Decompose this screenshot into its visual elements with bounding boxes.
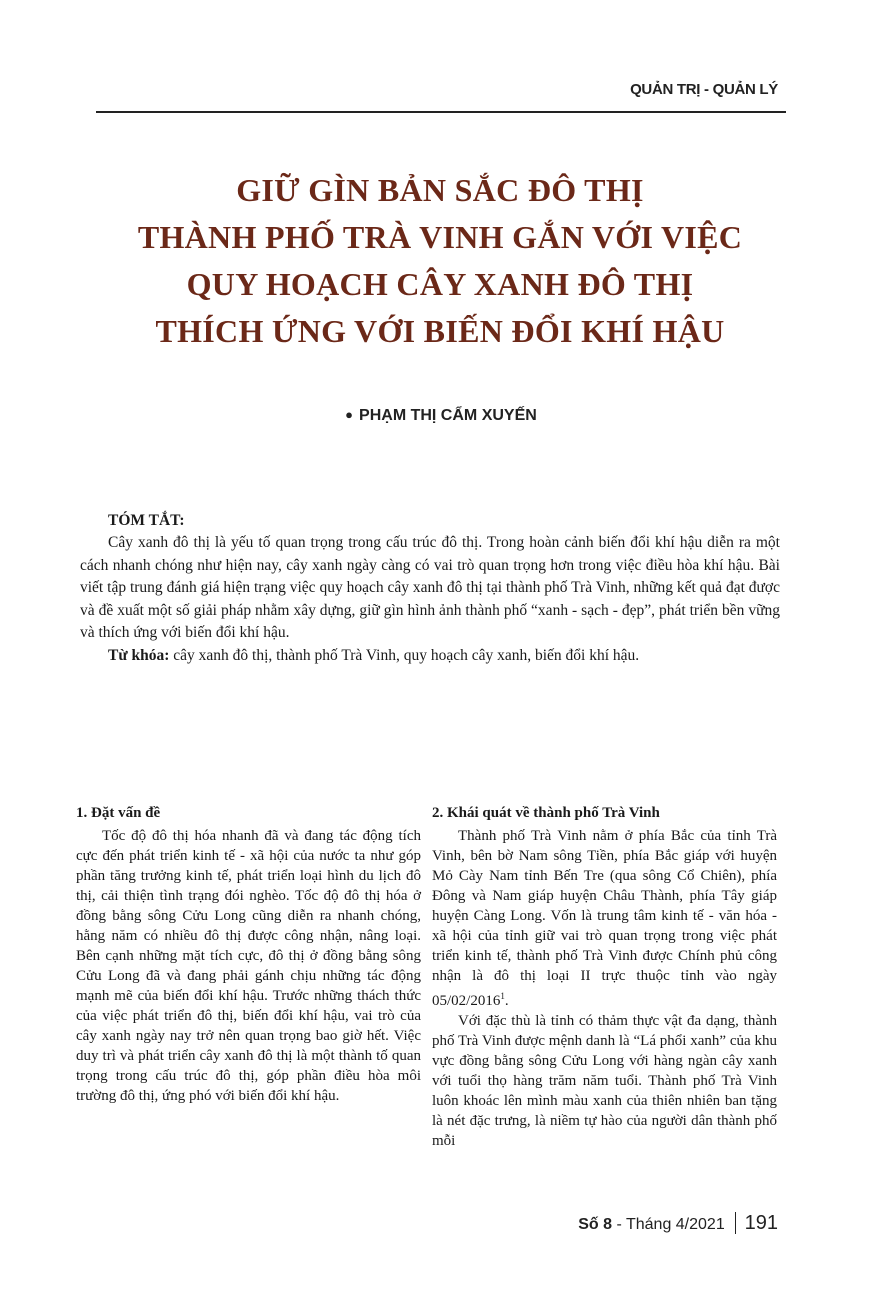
paragraph: Thành phố Trà Vinh nằm ở phía Bắc của tỉnh Trà Vinh, bên bờ Nam sông Tiền, phía Bắc giáp với huyện Mỏ Cày Nam tỉnh Bến Tre (qua sông Cổ Chiên), phía Đông và Nam giáp huyện Châu Thành, phía Tây giáp huyện Càng Long. Vốn là trung tâm kinh tế - văn hóa - xã hội của tỉnh giữ vai trò quan trọng trong việc phát triển kinh tế, thành phố Trà Vinh được Chính phủ công nhận là đô thị loại II trực thuộc tỉnh vào ngày 05/02/2016$^1$. — [432, 828, 777, 1009]
abstract-body: Cây xanh đô thị là yếu tố quan trọng trong cấu trúc đô thị. Trong hoàn cảnh biến đổi khí hậu diễn ra một cách nhanh chóng như hiện nay, cây xanh ngày càng có vai trò quan trọng hơn trong việc điều hòa khí hậu. Bài viết tập trung đánh giá hiện trạng việc quy hoạch cây xanh đô thị tại thành phố Trà Vinh, những kết quả đạt được và đề xuất một số giải pháp nhằm xây dựng, giữ gìn hình ảnh thành phố “xanh - sạch - đẹp”, phát triển bền vững và thích ứng với biến đổi khí hậu. — [80, 534, 780, 642]
issue-date: - Tháng 4/2021 — [616, 1216, 725, 1233]
abstract-heading: TÓM TẮT: — [108, 512, 185, 529]
header-rule — [96, 111, 786, 113]
section-heading: 1. Đặt vấn đề — [76, 805, 161, 821]
author-line — [0, 407, 882, 425]
footer-divider — [735, 1212, 736, 1234]
footnote-mark: 1 — [500, 991, 505, 1001]
author-name: PHẠM THỊ CẨM XUYẾN — [359, 407, 537, 424]
title-line: THÍCH ỨNG VỚI BIẾN ĐỔI KHÍ HẬU — [155, 313, 725, 349]
title-line: THÀNH PHỐ TRÀ VINH GẮN VỚI VIỆC — [137, 219, 743, 255]
left-column — [76, 803, 421, 1106]
keywords-label: Từ khóa: — [108, 646, 170, 664]
title-line: QUY HOẠCH CÂY XANH ĐÔ THỊ — [186, 266, 694, 302]
article-title — [40, 167, 840, 355]
page-footer — [578, 1212, 778, 1235]
author-bullet-icon: ● — [345, 407, 354, 422]
paragraph: Tốc độ đô thị hóa nhanh đã và đang tác động tích cực đến phát triển kinh tế - xã hội của nước ta như góp phần tăng trưởng kinh tế, phát triển loại hình du lịch đô thị, cải thiện tình trạng đói nghèo. Tốc độ đô thị hóa ở đồng bằng sông Cửu Long cũng diễn ra nhanh chóng, hằng năm có nhiều đô thị được công nhận, nâng loại. Bên cạnh những mặt tích cực, đô thị ở đồng bằng sông Cửu Long đã và đang phải gánh chịu những tác động mạnh mẽ của biến đổi khí hậu. Trước những thách thức của việc phát triển đô thị, biến đổi khí hậu, vai trò của cây xanh ngày nay trở nên quan trọng bao giờ hết. Việc duy trì và phát triển cây xanh đô thị là một thành tố quan trọng trong cấu trúc đô thị, góp phần điều hòa môi trường đô thị, ứng phó với biến đổi khí hậu. — [76, 828, 421, 1104]
keywords-line — [80, 645, 780, 668]
paragraph: Với đặc thù là tỉnh có thảm thực vật đa dạng, thành phố Trà Vinh được mệnh danh là “Lá phổi xanh” của khu vực đồng bằng sông Cửu Long với hàng ngàn cây xanh với tuổi thọ hàng trăm năm tuổi. Thành phố Trà Vinh luôn khoác lên mình màu xanh của thiên nhiên ban tặng là nét đặc trưng, là niềm tự hào của người dân thành phố mỗi — [432, 1013, 777, 1149]
right-column — [432, 803, 777, 1151]
section-heading: 2. Khái quát về thành phố Trà Vinh — [432, 805, 660, 821]
paragraph-text: Thành phố Trà Vinh nằm ở phía Bắc của tỉnh Trà Vinh, bên bờ Nam sông Tiền, phía Bắc giáp với huyện Mỏ Cày Nam tỉnh Bến Tre (qua sông Cổ Chiên), phía Đông và Nam giáp huyện Châu Thành, phía Tây giáp huyện Càng Long. Vốn là trung tâm kinh tế - văn hóa - xã hội của tỉnh giữ vai trò quan trọng trong việc phát triển kinh tế, thành phố Trà Vinh được Chính phủ công nhận là đô thị loại II trực thuộc tỉnh vào ngày 05/02/2016 — [432, 828, 777, 1009]
keywords-text: cây xanh đô thị, thành phố Trà Vinh, quy hoạch cây xanh, biến đổi khí hậu. — [173, 646, 640, 664]
issue-number: Số 8 — [578, 1216, 613, 1233]
page-number: 191 — [744, 1212, 778, 1234]
abstract-block — [80, 512, 780, 668]
section-tag: QUẢN TRỊ - QUẢN LÝ — [630, 81, 778, 98]
title-line: GIỮ GÌN BẢN SẮC ĐÔ THỊ — [236, 172, 644, 208]
